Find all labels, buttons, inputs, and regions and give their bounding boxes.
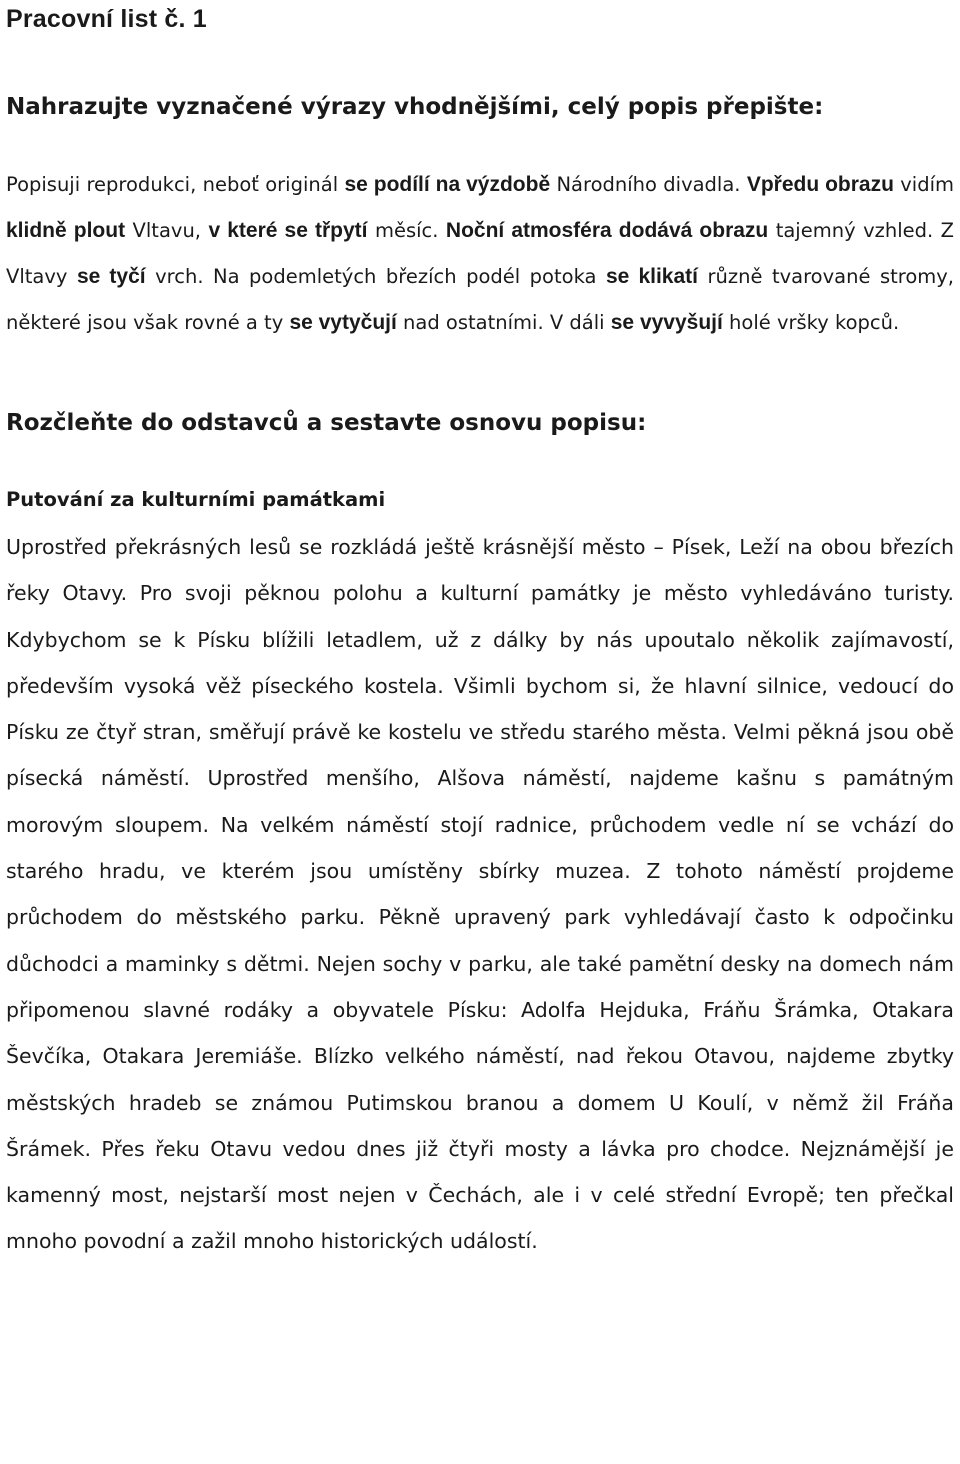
highlighted-phrase: se tyčí: [76, 265, 146, 288]
highlighted-phrase: klidně plout: [6, 219, 126, 242]
task1-segment: vidím: [893, 173, 954, 196]
highlighted-phrase: v které se třpytí: [208, 219, 368, 242]
highlighted-phrase: se klikatí: [605, 265, 698, 288]
task1-segment: různě tvarované stromy, některé jsou však rovné a ty: [6, 265, 955, 334]
task1-segment: měsíc.: [367, 219, 446, 242]
highlighted-phrase: Noční atmosféra dodává obrazu: [445, 219, 769, 242]
task1-segment: vrch. Na podemletých březích podél potoka: [145, 265, 606, 288]
highlighted-phrase: Vpředu obrazu: [746, 173, 894, 196]
task1-paragraph: [6, 162, 954, 346]
task1-segment: holé vršky kopců.: [722, 311, 900, 334]
text-title: Putování za kulturními památkami: [6, 488, 386, 511]
task1-heading: Nahrazujte vyznačené výrazy vhodnějšími, celý popis přepište:: [6, 94, 824, 120]
task2-paragraph: Uprostřed překrásných lesů se rozkládá ještě krásnější město – Písek, Leží na obou březích řeky Otavy. Pro svoji pěknou polohu a kulturní památky je město vyhledáváno turisty. Kdybychom se k Písku blížili letadlem, už z dálky by nás upoutalo několik zajímavostí, především vysoká věž píseckého kostela. Všimli bychom si, že hlavní silnice, vedoucí do Písku ze čtyř stran, směřují právě ke kostelu ve středu starého města. Velmi pěkná jsou obě písecká náměstí. Uprostřed menšího, Alšova náměstí, najdeme kašnu s památným morovým sloupem. Na velkém náměstí stojí radnice, průchodem vedle ní se vchází do starého hradu, ve kterém jsou umístěny sbírky muzea. Z tohoto náměstí projdeme průchodem do městského parku. Pěkně upravený park vyhledávají často k odpočinku důchodci a maminky s dětmi. Nejen sochy v parku, ale také pamětní desky na domech nám připomenou slavné rodáky a obyvatele Písku: Adolfa Hejduka, Fráňu Šrámka, Otakara Ševčíka, Otakara Jeremiáše. Blízko velkého náměstí, nad řekou Otavou, najdeme zbytky městských hradeb se známou Putimskou branou a domem U Koulí, v němž žil Fráňa Šrámek. Přes řeku Otavu vedou dnes již čtyři mosty a lávka pro chodce. Nejznámější je kamenný most, nejstarší most nejen v Čechách, ale i v celé střední Evropě; ten přečkal mnoho povodní a zažil mnoho historických událostí.: [6, 535, 954, 1254]
highlighted-phrase: se vyvyšují: [610, 311, 723, 334]
task1-segment: tajemný vzhled. Z Vltavy: [6, 219, 955, 288]
task1-segment: Národního divadla.: [550, 173, 747, 196]
task2-heading: Rozčleňte do odstavců a sestavte osnovu popisu:: [6, 410, 647, 436]
highlighted-phrase: se vytyčují: [289, 311, 397, 334]
task1-segment: nad ostatními. V dáli: [396, 311, 611, 334]
highlighted-phrase: se podílí na výzdobě: [344, 173, 551, 196]
document-title: Pracovní list č. 1: [6, 5, 207, 33]
task1-segment: Vltavu,: [125, 219, 209, 242]
worksheet-page: [6, 0, 954, 1265]
task1-segment: Popisuji reprodukci, neboť originál: [6, 173, 345, 196]
